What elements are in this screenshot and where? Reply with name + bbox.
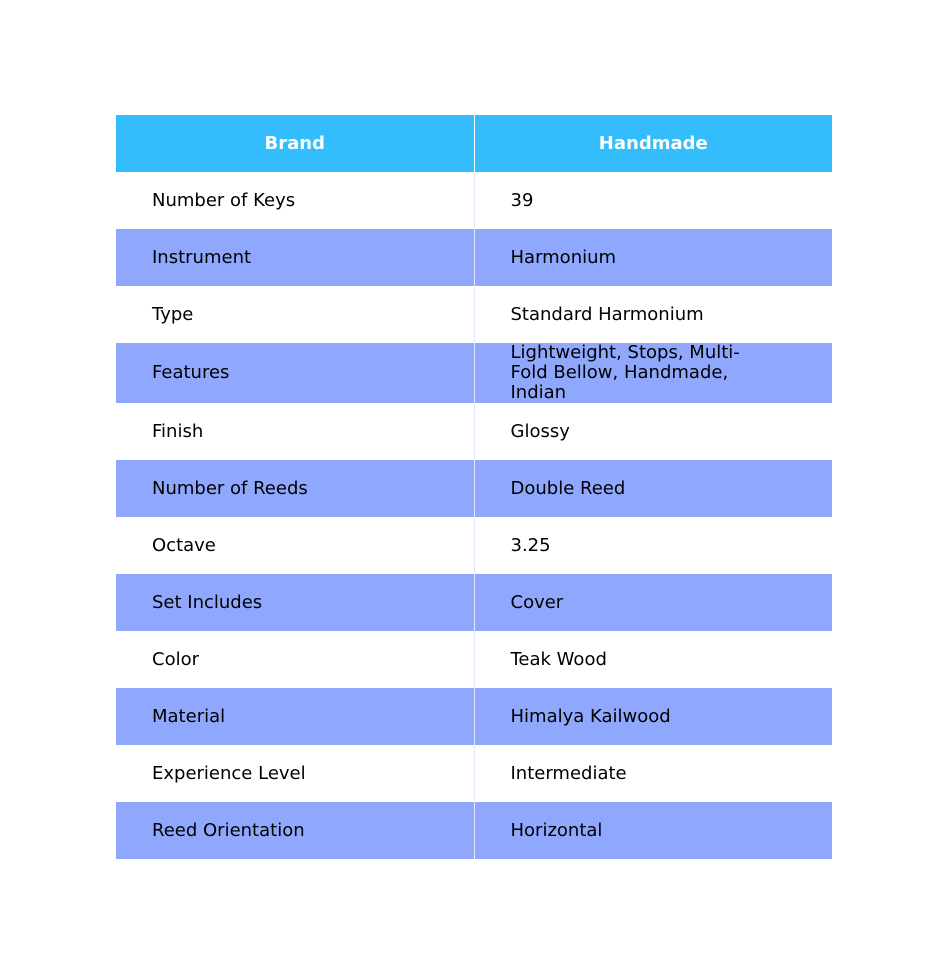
row-value: Intermediate: [510, 762, 627, 784]
table-row: [116, 802, 832, 859]
row-label: Finish: [116, 403, 474, 460]
row-value: 3.25: [510, 534, 551, 556]
spec-table: [116, 115, 832, 859]
table-row: [116, 172, 832, 229]
row-label: Color: [116, 631, 474, 688]
row-label: Octave: [116, 517, 474, 574]
row-label: Instrument: [116, 229, 474, 286]
table-row: [116, 631, 832, 688]
row-value: Teak Wood: [510, 648, 607, 670]
row-value: Lightweight, Stops, Multi-Fold Bellow, Handmade, Indian: [510, 342, 740, 403]
row-value: Horizontal: [510, 819, 603, 841]
row-label: Type: [116, 286, 474, 343]
table-header-row: [116, 115, 832, 172]
table-row: [116, 403, 832, 460]
table-row: [116, 688, 832, 745]
row-value: Harmonium: [510, 246, 617, 268]
row-value: 39: [510, 189, 534, 211]
header-brand: Brand: [116, 115, 474, 172]
table-row: [116, 343, 832, 403]
row-label: Reed Orientation: [116, 802, 474, 859]
row-value: Standard Harmonium: [510, 303, 704, 325]
table-row: [116, 745, 832, 802]
table-row: [116, 517, 832, 574]
row-value: Glossy: [510, 420, 570, 442]
row-label: Number of Keys: [116, 172, 474, 229]
table-row: [116, 460, 832, 517]
table-row: [116, 574, 832, 631]
table-row: [116, 286, 832, 343]
row-label: Experience Level: [116, 745, 474, 802]
table-row: [116, 229, 832, 286]
row-label: Material: [116, 688, 474, 745]
row-label: Set Includes: [116, 574, 474, 631]
header-handmade: Handmade: [598, 133, 708, 154]
row-value: Double Reed: [510, 477, 626, 499]
row-value: Cover: [510, 591, 564, 613]
row-label: Features: [116, 343, 474, 403]
row-value: Himalya Kailwood: [510, 705, 671, 727]
row-label: Number of Reeds: [116, 460, 474, 517]
